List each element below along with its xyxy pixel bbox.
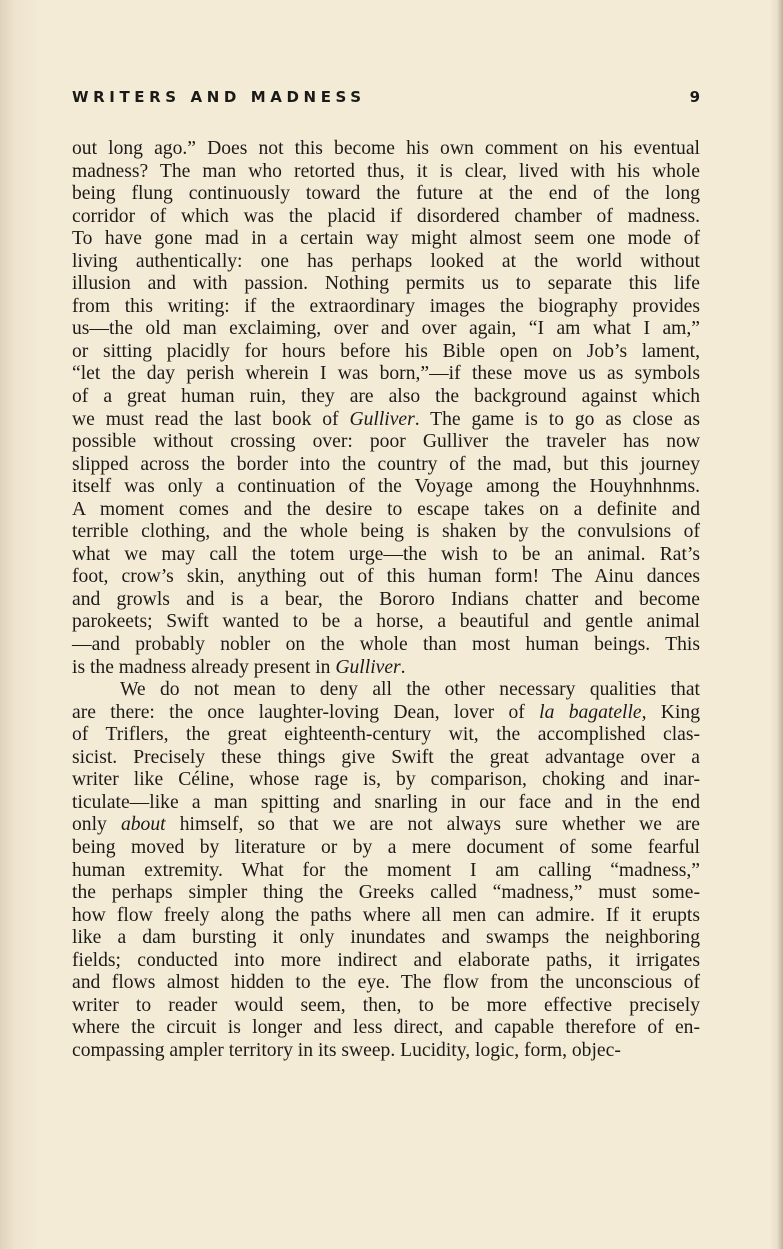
text-line: foot, crow’s skin, anything out of this human form! The Ainu dances bbox=[72, 566, 700, 588]
text-line: living authentically: one has perhaps looked at the world without bbox=[72, 250, 700, 272]
text-line: A moment comes and the desire to escape takes on a definite and bbox=[72, 498, 700, 520]
text-line: writer to reader would seem, then, to be more effective precisely bbox=[72, 994, 700, 1016]
text-line: writer like Céline, whose rage is, by comparison, choking and inar- bbox=[72, 769, 700, 791]
text-segment: is the madness already present in bbox=[72, 656, 336, 678]
text-line: or sitting placidly for hours before his Bible open on Job’s lament, bbox=[72, 340, 700, 362]
text-line: We do not mean to deny all the other necessary qualities that bbox=[120, 679, 700, 701]
text-line: itself was only a continuation of the Voyage among the Houyhnhnms. bbox=[72, 476, 700, 498]
italic-text: about bbox=[120, 814, 166, 836]
text-line: and flows almost hidden to the eye. The flow from the unconscious of bbox=[72, 972, 700, 994]
text-line: of Triflers, the great eighteenth-century wit, the accomplished clas- bbox=[72, 724, 700, 746]
text-segment: . The game is to go as close as bbox=[414, 408, 700, 430]
text-line: parokeets; Swift wanted to be a horse, a beautiful and gentle animal bbox=[72, 611, 700, 633]
page-number: 9 bbox=[689, 88, 700, 106]
text-line: “let the day perish wherein I was born,”—if these move us as symbols bbox=[72, 363, 700, 385]
text-line: slipped across the border into the country of the mad, but this journey bbox=[72, 453, 700, 475]
italic-text: la bagatelle, bbox=[539, 701, 647, 723]
italic-text: Gulliver bbox=[335, 656, 401, 678]
text-line: what we may call the totem urge—the wish to be an animal. Rat’s bbox=[72, 543, 700, 565]
running-title: WRITERS AND MADNESS bbox=[72, 88, 366, 106]
text-line: —and probably nobler on the whole than most human beings. This bbox=[72, 634, 700, 656]
italic-text: Gulliver bbox=[349, 408, 415, 430]
text-line: possible without crossing over: poor Gulliver the traveler has now bbox=[72, 431, 700, 453]
text-line: like a dam bursting it only inundates and swamps the neighboring bbox=[72, 927, 700, 949]
text-line: corridor of which was the placid if disordered chamber of madness. bbox=[72, 205, 700, 227]
text-line: madness? The man who retorted thus, it is clear, lived with his whole bbox=[72, 160, 700, 182]
text-line: out long ago.” Does not this become his own comment on his eventual bbox=[72, 138, 700, 159]
text-line bbox=[72, 814, 700, 837]
text-line: of a great human ruin, they are also the background against which bbox=[72, 386, 700, 408]
text-line: sicist. Precisely these things give Swift the great advantage over a bbox=[72, 746, 700, 768]
text-segment: . bbox=[400, 656, 406, 678]
text-line: compassing ampler territory in its sweep. Lucidity, logic, form, objec- bbox=[72, 1039, 621, 1061]
text-line: illusion and with passion. Nothing permits us to separate this life bbox=[72, 273, 700, 295]
body-text bbox=[72, 138, 700, 1062]
text-line: the perhaps simpler thing the Greeks called “madness,” must some- bbox=[72, 882, 700, 904]
text-line: ticulate—like a man spitting and snarling in our face and in the end bbox=[72, 791, 700, 813]
text-line: fields; conducted into more indirect and elaborate paths, it irrigates bbox=[72, 949, 700, 971]
text-line bbox=[72, 702, 700, 725]
text-segment: only bbox=[72, 814, 121, 836]
text-line: where the circuit is longer and less direct, and capable therefore of en- bbox=[72, 1017, 700, 1039]
text-segment: we must read the last book of bbox=[72, 408, 350, 430]
running-head bbox=[72, 88, 700, 112]
text-line: To have gone mad in a certain way might almost seem one mode of bbox=[72, 228, 700, 250]
text-line: being flung continuously toward the future at the end of the long bbox=[72, 183, 700, 205]
text-line: terrible clothing, and the whole being is shaken by the convulsions of bbox=[72, 521, 700, 543]
text-line bbox=[72, 409, 700, 432]
text-segment: are there: the once laughter-loving Dean, lover of bbox=[72, 701, 540, 723]
text-line: human extremity. What for the moment I am calling “madness,” bbox=[72, 859, 700, 881]
text-segment: himself, so that we are not always sure whether we are bbox=[165, 814, 700, 836]
text-segment: King bbox=[646, 701, 700, 723]
text-line: us—the old man exclaiming, over and over again, “I am what I am,” bbox=[72, 318, 700, 340]
text-line: and growls and is a bear, the Bororo Indians chatter and become bbox=[72, 588, 700, 610]
text-line: being moved by literature or by a mere document of some fearful bbox=[72, 836, 700, 858]
text-line: from this writing: if the extraordinary images the biography provides bbox=[72, 295, 700, 317]
text-line bbox=[72, 657, 700, 680]
text-line: how flow freely along the paths where all men can admire. If it erupts bbox=[72, 904, 700, 926]
